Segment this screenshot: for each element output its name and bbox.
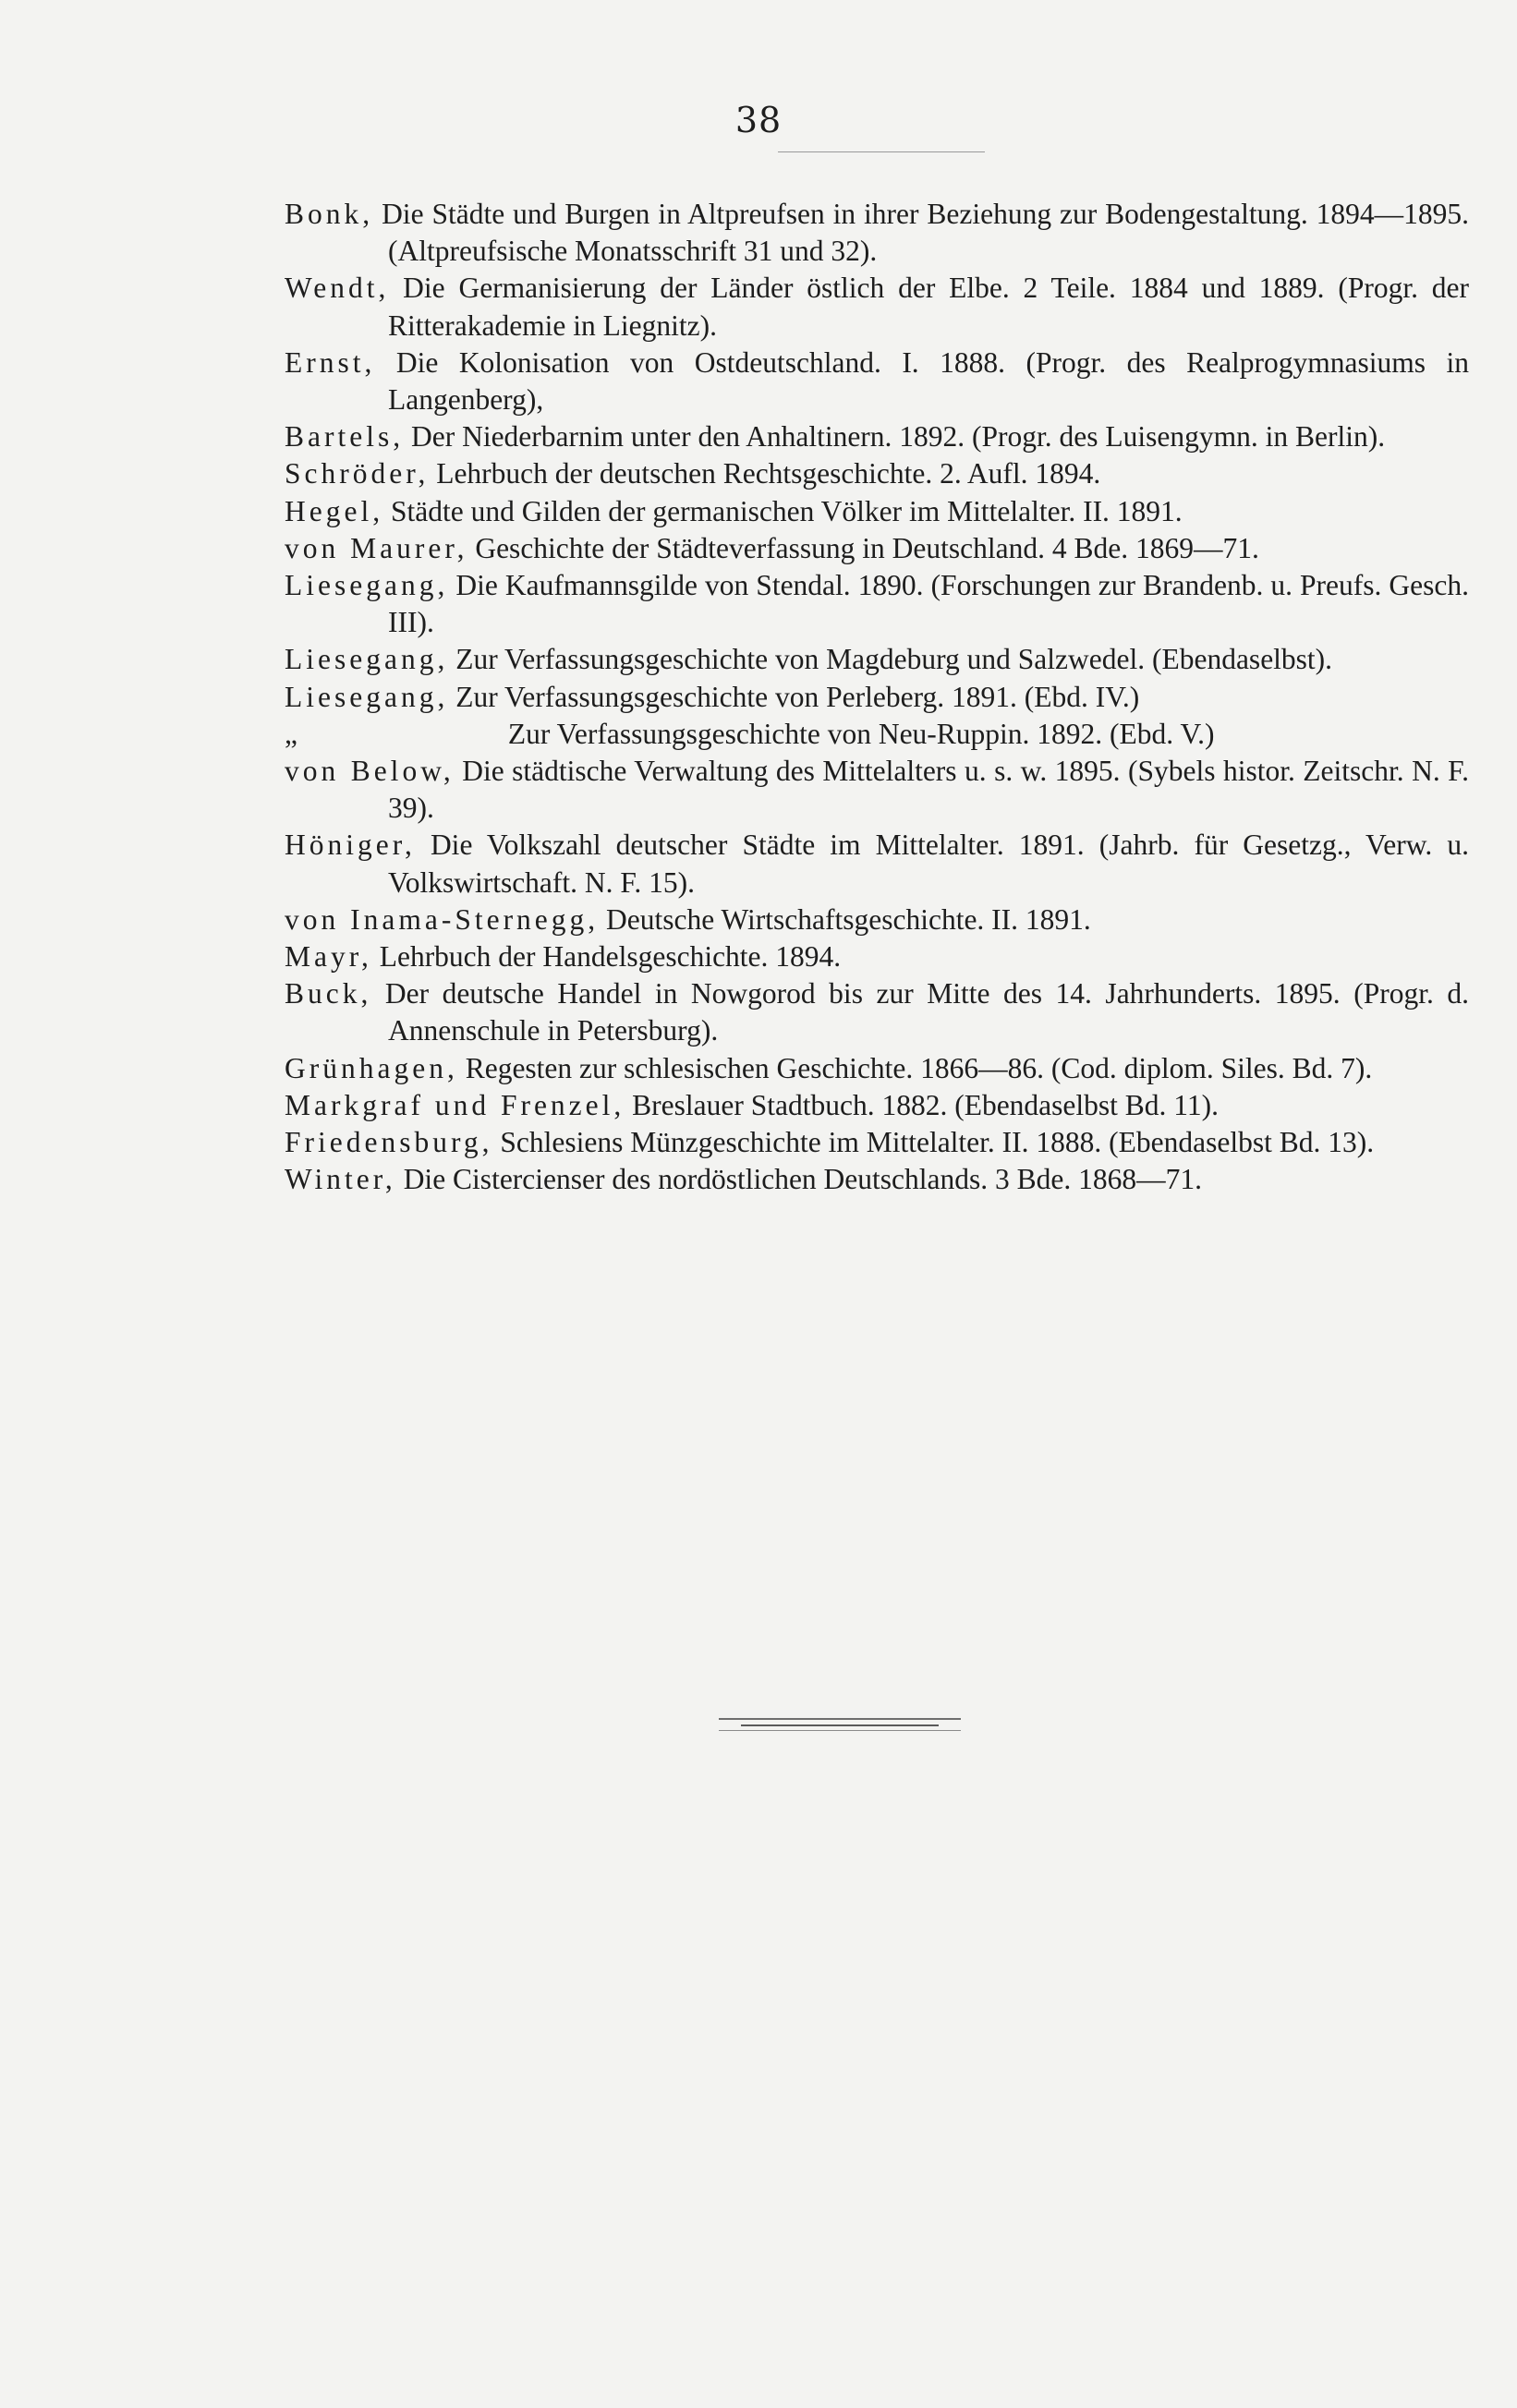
bibliography-entry [285, 975, 1469, 1049]
entry-text: Die Kolonisation von Ostdeutschland. I. 1888. (Progr. des Realprogymnasiums in Langenberg), [388, 345, 1470, 417]
ditto-mark: „ [285, 717, 301, 750]
entry-text: Die Volkszahl deutscher Städte im Mittelalter. 1891. (Jahrb. für Gesetzg., Verw. u. Volkswirtschaft. N. F. 15). [388, 829, 1470, 899]
bibliography-entry [285, 1087, 1469, 1124]
bibliography-entry [285, 1124, 1469, 1161]
entry-author: Schröder, [285, 457, 430, 490]
bibliography-entry [285, 567, 1469, 641]
entry-text: Lehrbuch der Handelsgeschichte. 1894. [379, 940, 842, 974]
bibliography-entry [285, 938, 1469, 975]
entry-author: Liesegang, [285, 569, 449, 602]
page-number: 38 [734, 100, 783, 140]
entry-author: Liesegang, [285, 643, 449, 676]
bibliography-entry [285, 345, 1469, 418]
bibliography-entry [285, 196, 1469, 270]
entry-text: Zur Verfassungsgeschichte von Neu-Ruppin. 1892. (Ebd. V.) [507, 717, 1215, 750]
entry-text: Die städtische Verwaltung des Mittelalters u. s. w. 1895. (Sybels histor. Zeitschr. N. F. 39). [388, 755, 1470, 825]
entry-author: von Maurer, [285, 531, 468, 564]
entry-text: Deutsche Wirtschaftsgeschichte. II. 1891. [606, 902, 1091, 936]
bibliography-entry [285, 493, 1469, 530]
entry-author: Winter, [285, 1163, 396, 1196]
entry-author: Liesegang, [285, 680, 449, 713]
bibliography-entry [285, 1050, 1469, 1087]
bibliography-entry [285, 418, 1469, 455]
entry-author: Höniger, [285, 829, 416, 862]
page-number-rule [778, 151, 985, 152]
bibliography-entry [285, 827, 1469, 901]
bibliography-list [285, 196, 1469, 1198]
entry-text: Lehrbuch der deutschen Rechtsgeschichte. 2. Aufl. 1894. [436, 457, 1101, 490]
entry-author: Ernst, [285, 345, 376, 379]
bibliography-entry [285, 1161, 1469, 1198]
entry-author: von Inama-Sternegg, [285, 902, 600, 936]
entry-author: Wendt, [285, 272, 390, 305]
entry-author: Bartels, [285, 420, 405, 454]
entry-text: Zur Verfassungsgeschichte von Magdeburg und Salzwedel. (Ebendaselbst). [455, 643, 1333, 676]
entry-text: Regesten zur schlesischen Geschichte. 1866—86. (Cod. diplom. Siles. Bd. 7). [465, 1051, 1373, 1084]
entry-text: Zur Verfassungsgeschichte von Perleberg. 1891. (Ebd. IV.) [455, 680, 1140, 713]
entry-author: Markgraf und Frenzel, [285, 1088, 625, 1121]
entry-author: Bonk, [285, 198, 374, 230]
entry-text: Die Cistercienser des nordöstlichen Deutschlands. 3 Bde. 1868—71. [403, 1163, 1203, 1196]
entry-text: Der deutsche Handel in Nowgorod bis zur Mitte des 14. Jahrhunderts. 1895. (Progr. d. Annenschule in Petersburg). [384, 977, 1469, 1047]
entry-author: Friedensburg, [285, 1126, 493, 1159]
bibliography-entry [285, 901, 1469, 938]
entry-text: Städte und Gilden der germanischen Völker im Mittelalter. II. 1891. [390, 494, 1183, 527]
entry-text: Die Städte und Burgen in Altpreufsen in ihrer Beziehung zur Bodengestaltung. 1894—1895. (Altpreufsische Monatsschrift 31 und 32). [382, 198, 1470, 268]
entry-text: Die Kaufmannsgilde von Stendal. 1890. (Forschungen zur Brandenb. u. Preufs. Gesch. III). [388, 569, 1469, 639]
bibliography-entry [285, 641, 1469, 678]
entry-text: Die Germanisierung der Länder östlich der Elbe. 2 Teile. 1884 und 1889. (Progr. der Ritterakademie in Liegnitz). [388, 272, 1470, 342]
entry-text: Geschichte der Städteverfassung in Deutschland. 4 Bde. 1869—71. [475, 531, 1259, 564]
bibliography-entry [285, 530, 1469, 567]
bibliography-entry [285, 455, 1469, 492]
entry-author: von Below, [285, 755, 455, 788]
entry-text: Der Niederbarnim unter den Anhaltinern. 1892. (Progr. des Luisengymn. in Berlin). [410, 420, 1386, 454]
bibliography-entry [285, 679, 1469, 716]
bibliography-entry [285, 716, 1469, 753]
entry-author: Grünhagen, [285, 1051, 458, 1084]
bibliography-entry [285, 270, 1469, 344]
entry-author: Mayr, [285, 940, 372, 974]
entry-text: Schlesiens Münzgeschichte im Mittelalter. II. 1888. (Ebendaselbst Bd. 13). [500, 1126, 1375, 1159]
end-ornament [719, 1716, 961, 1731]
entry-text: Breslauer Stadtbuch. 1882. (Ebendaselbst Bd. 11). [632, 1088, 1219, 1121]
entry-author: Buck, [285, 977, 372, 1010]
bibliography-entry [285, 753, 1469, 827]
entry-author: Hegel, [285, 494, 384, 527]
